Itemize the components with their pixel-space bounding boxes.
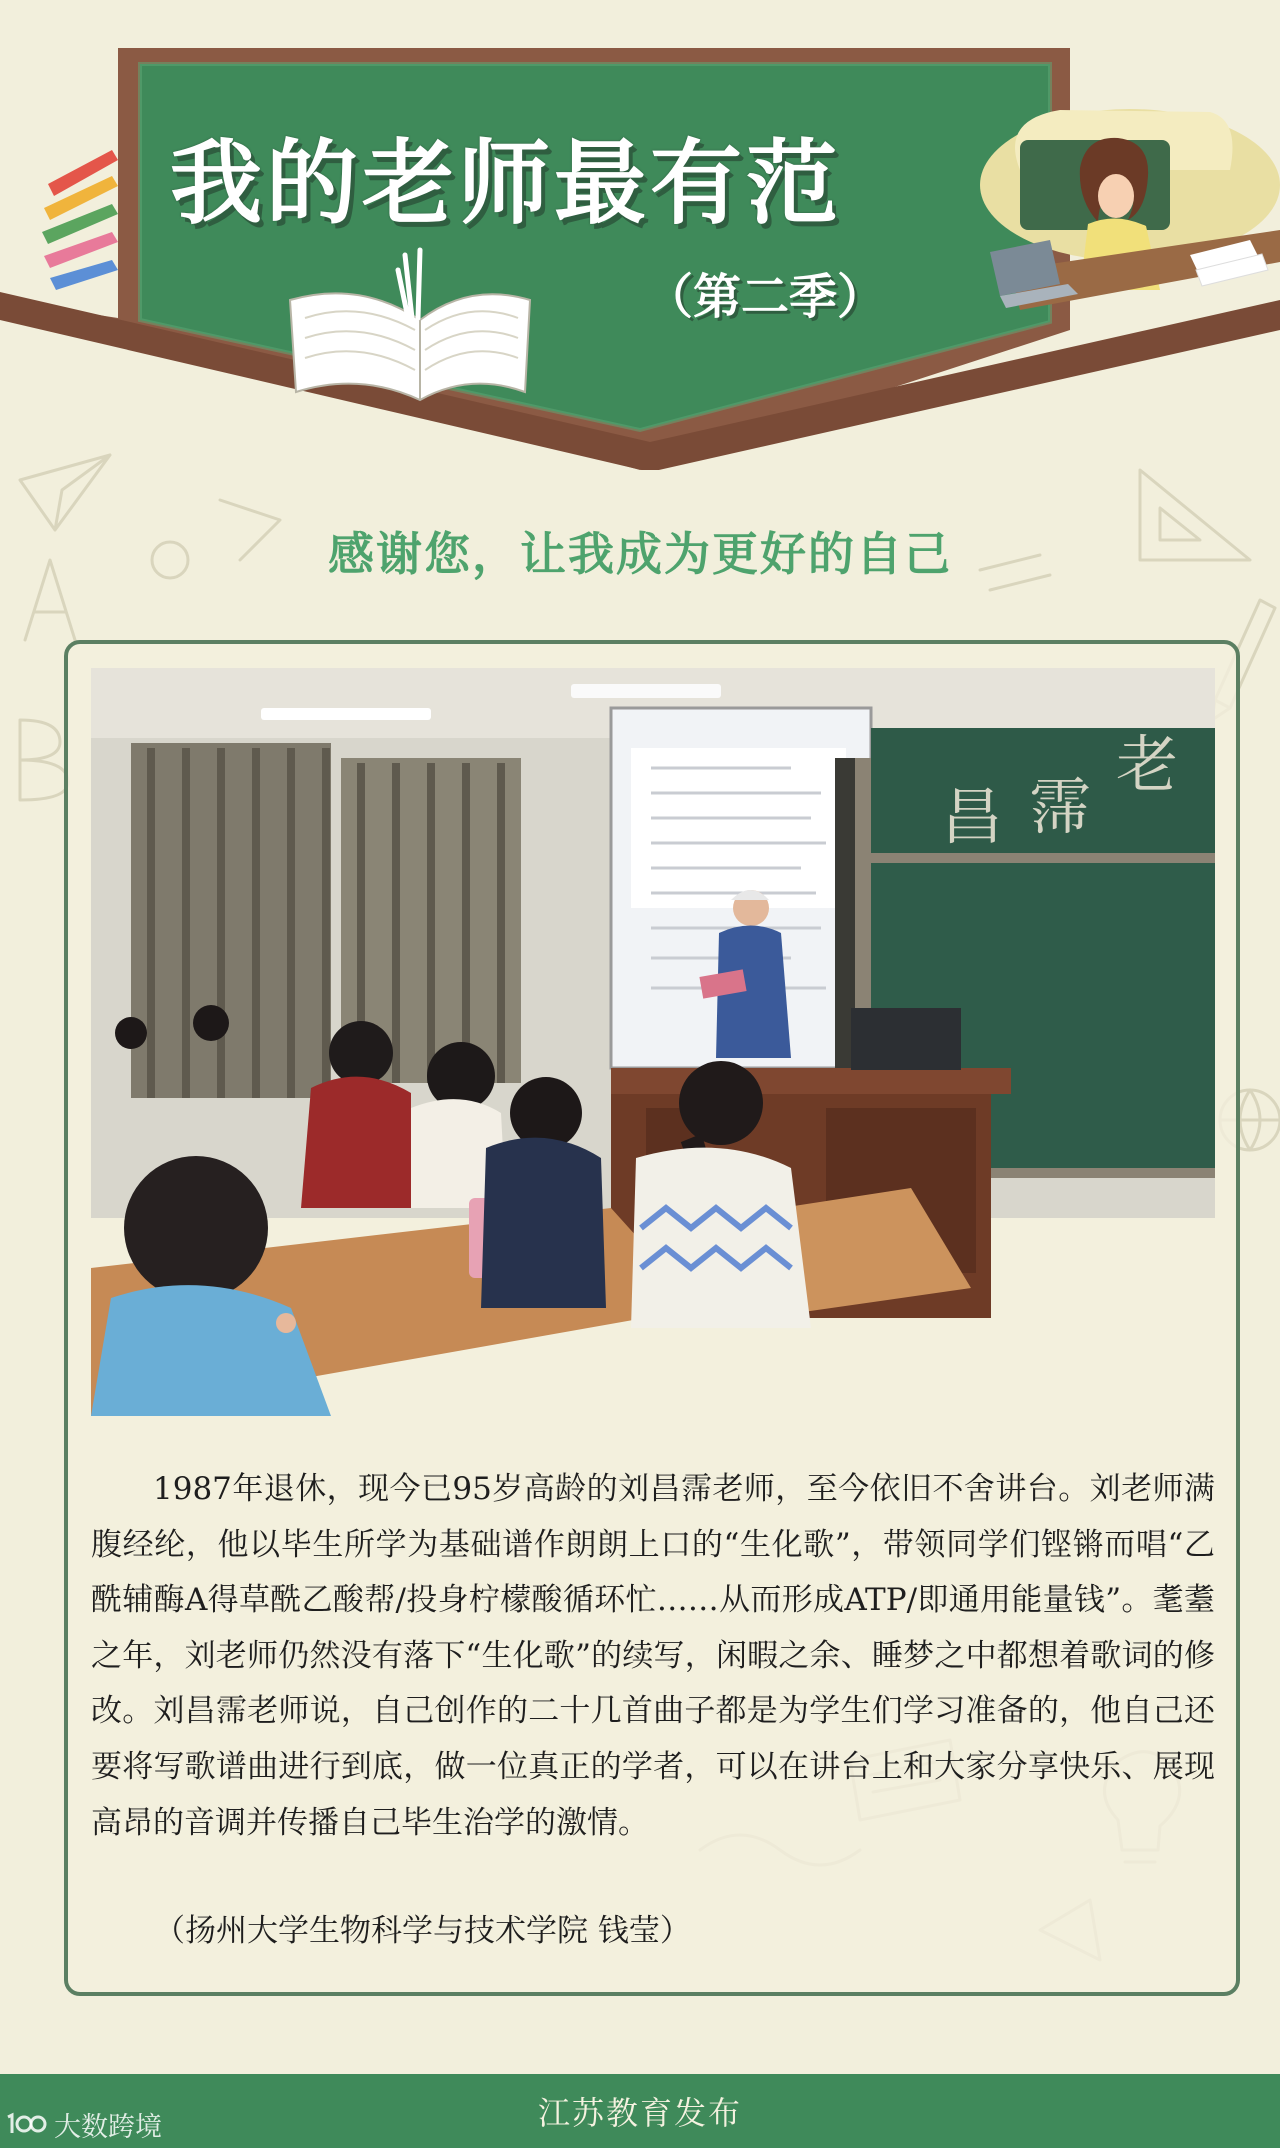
classroom-photo: [91, 668, 1215, 1416]
article-signature: （扬州大学生物科学与技术学院 钱莹）: [154, 1913, 691, 1949]
watermark: [4, 2104, 162, 2144]
banner-title: 我的老师最有范: [170, 130, 843, 237]
teacher-illustration: [980, 109, 1280, 310]
article-body: 1987年退休，现今已95岁高龄的刘昌霈老师，至今依旧不舍讲台。刘老师满腹经纶，他以毕生所学为基础谱作朗朗上口的“生化歌”，带领同学们铿锵而唱“乙酰辅酶A得草酰乙酸帮/投身柠檬酸循环忙……从而形成ATP/即通用能量钱”。耄耋之年，刘老师仍然没有落下“生化歌”的续写，闲暇之余、睡梦之中都想着歌词的修改。刘昌霈老师说，自己创作的二十几首曲子都是为学生们学习准备的，他自己还要将写歌谱曲进行到底，做一位真正的学者，可以在讲台上和大家分享快乐、展现高昂的音调并传播自己毕生治学的激情。: [91, 1471, 1215, 1841]
blackboard-char: 霈: [1029, 770, 1092, 843]
banner-subtitle: （第二季）: [645, 269, 886, 325]
watermark-logo-icon: [4, 2109, 48, 2139]
pencils-icon: [42, 150, 118, 290]
watermark-text: 大数跨境: [54, 2111, 162, 2143]
blackboard-char: 老: [1116, 728, 1179, 801]
tagline: 感谢您，让我成为更好的自己: [328, 527, 952, 581]
blackboard-char: 昌: [941, 780, 1004, 853]
footer-publisher: 江苏教育发布: [537, 2094, 742, 2132]
